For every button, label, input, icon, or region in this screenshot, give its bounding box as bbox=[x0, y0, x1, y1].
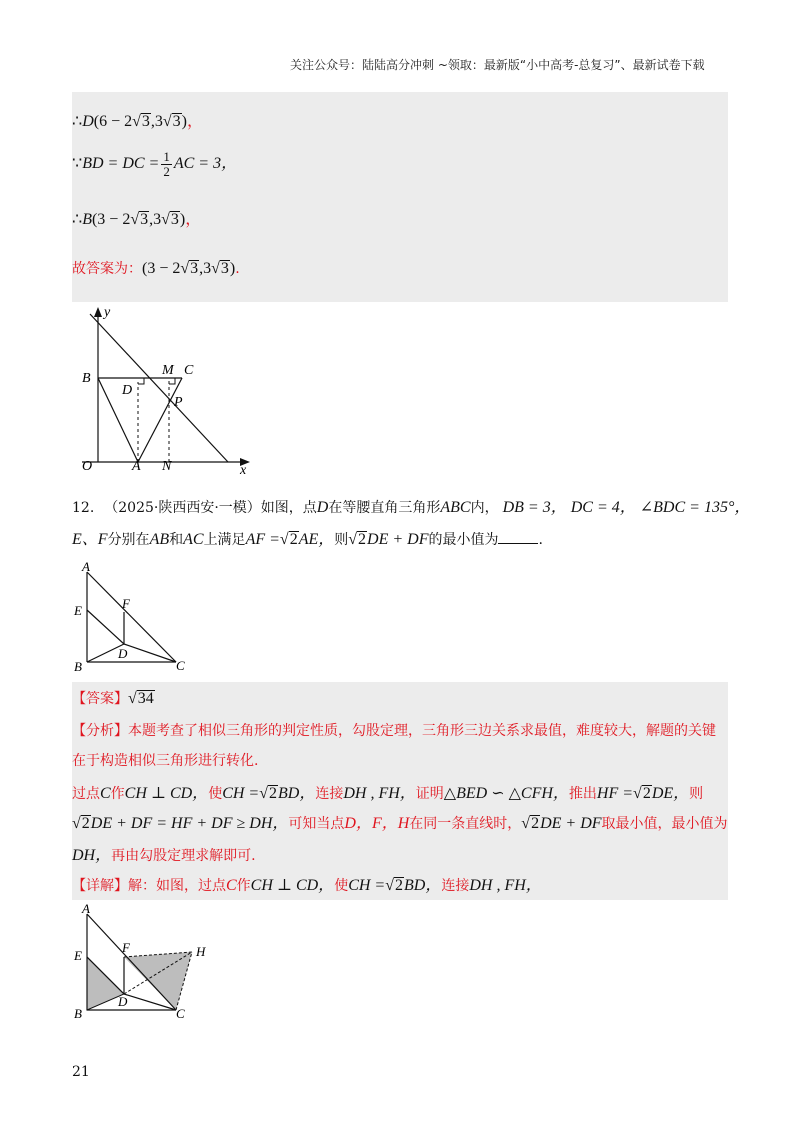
shaded-triangle-cfh bbox=[124, 952, 192, 1010]
analysis-line-4 bbox=[72, 810, 728, 833]
label-c: C bbox=[176, 658, 185, 673]
math-expr: D，F，H bbox=[344, 815, 410, 832]
analysis-line-5 bbox=[72, 842, 256, 865]
sqrt-symbol: √ bbox=[180, 260, 190, 277]
answer-blank bbox=[498, 531, 538, 544]
punct: ， bbox=[187, 113, 204, 130]
math-expr: CH ⊥ CD， bbox=[124, 785, 209, 802]
question-text: 在等腰直角三角形 bbox=[328, 500, 441, 516]
question-text: 则 bbox=[334, 532, 349, 548]
label-b: B bbox=[82, 371, 91, 386]
solution-line-3 bbox=[72, 206, 201, 229]
question-source: （2025·陕西西安·一模） bbox=[104, 500, 261, 516]
sqrt-radicand: 2 bbox=[358, 531, 367, 548]
sqrt-symbol: √ bbox=[161, 211, 170, 228]
analysis-text: 证明 bbox=[415, 786, 444, 802]
label-f: F bbox=[122, 940, 130, 955]
triangle-label: ABC bbox=[440, 499, 471, 516]
question-text: 如图，点 bbox=[260, 500, 317, 516]
fraction-denominator: 2 bbox=[163, 164, 170, 179]
analysis-text: 再由勾股定理求解即可. bbox=[111, 848, 256, 864]
math-expr: BD， bbox=[278, 785, 316, 802]
label-f: F bbox=[122, 596, 130, 611]
analysis-text: 取最小值，最小值为 bbox=[601, 816, 728, 832]
label-x: x bbox=[240, 463, 247, 478]
math-expr: DH , FH， bbox=[469, 877, 542, 894]
sqrt-radicand: 2 bbox=[81, 815, 90, 832]
page-header: 关注公众号：陆陆高分冲刺 ~领取：最新版“小中高考-总复习”、最新试卷下载 bbox=[290, 58, 705, 72]
figure-triangle-svg bbox=[72, 560, 192, 675]
sqrt-symbol: √ bbox=[348, 531, 358, 548]
condition-ae: AE， bbox=[298, 531, 335, 548]
point-label: C bbox=[226, 877, 237, 894]
label-y: y bbox=[104, 305, 111, 320]
segment-ab: AB bbox=[149, 531, 170, 548]
figure-coordinate bbox=[72, 302, 252, 480]
detail-text: 使 bbox=[334, 878, 349, 894]
label-o: O bbox=[82, 459, 93, 474]
analysis-text: 可知当点 bbox=[288, 816, 345, 832]
sqrt-symbol: √ bbox=[132, 113, 141, 130]
right-angle-d bbox=[138, 378, 144, 384]
point-label: C bbox=[100, 785, 111, 802]
label-d: D bbox=[118, 646, 128, 661]
answer-value bbox=[128, 690, 155, 707]
detail-tag: 【详解】 bbox=[72, 878, 128, 894]
question-12-line-1 bbox=[72, 494, 750, 517]
label-a: A bbox=[82, 902, 90, 916]
answer-line bbox=[72, 688, 155, 708]
segment-dc bbox=[124, 644, 176, 662]
analysis-text: 过点 bbox=[72, 786, 100, 802]
sqrt-symbol: √ bbox=[385, 877, 394, 894]
expr: BD = DC = bbox=[82, 155, 160, 173]
condition-af: AF = bbox=[245, 531, 280, 548]
sqrt-radicand: 2 bbox=[269, 785, 277, 802]
question-text: 和 bbox=[169, 532, 184, 548]
right-angle-m bbox=[169, 378, 175, 384]
sqrt-radicand: 3 bbox=[190, 260, 199, 277]
math-expr: BD， bbox=[404, 877, 442, 894]
sqrt-radicand: 3 bbox=[170, 211, 179, 228]
segment-ac: AC bbox=[183, 531, 204, 548]
analysis-text: 本题考查了相似三角形的判定性质，勾股定理，三角形三边关系求最值，难度较大，解题的关键 bbox=[128, 723, 716, 739]
label-e: E bbox=[74, 948, 82, 963]
label-e: E bbox=[74, 603, 82, 618]
math-expr: HF = bbox=[596, 785, 634, 802]
condition-angle: ∠BDC = 135°， bbox=[639, 499, 751, 516]
expr: AC = 3， bbox=[173, 155, 238, 173]
question-text: 内， bbox=[470, 500, 499, 516]
solution-answer-line bbox=[72, 258, 240, 278]
analysis-text: 在同一条直线时， bbox=[409, 816, 522, 832]
coord-part: ,3 bbox=[150, 113, 163, 130]
label-h: H bbox=[196, 944, 206, 959]
math-expr: CH = bbox=[222, 785, 260, 802]
analysis-text: 则 bbox=[689, 786, 704, 802]
sqrt-symbol: √ bbox=[521, 815, 531, 832]
figure-construction bbox=[72, 902, 212, 1020]
question-text: 分别在 bbox=[107, 532, 150, 548]
sqrt-radicand: 2 bbox=[642, 785, 651, 802]
answer-tag: 【答案】 bbox=[72, 691, 128, 707]
answer-label: 故答案为： bbox=[72, 261, 142, 277]
detail-text: 解：如图，过点 bbox=[128, 878, 226, 894]
target-expression: DE + DF bbox=[367, 531, 429, 548]
label-b: B bbox=[74, 1006, 82, 1020]
side-ac bbox=[87, 572, 176, 662]
point-label: D bbox=[82, 113, 94, 130]
segment-ed bbox=[87, 610, 124, 644]
sqrt-radicand: 2 bbox=[531, 815, 540, 832]
detail-line-1 bbox=[72, 872, 542, 895]
page-number: 21 bbox=[72, 1064, 90, 1080]
question-text: . bbox=[538, 532, 543, 548]
coord-part: 3 − 2 bbox=[97, 211, 131, 228]
label-d: D bbox=[118, 994, 128, 1009]
paren-close: ) bbox=[181, 113, 187, 130]
question-text: 的最小值为 bbox=[428, 532, 499, 548]
analysis-text: 作 bbox=[110, 786, 125, 802]
solution-line-1 bbox=[72, 108, 203, 131]
paren-close: ) bbox=[229, 260, 236, 277]
analysis-text: 使 bbox=[208, 786, 223, 802]
analysis-text: 连接 bbox=[315, 786, 344, 802]
sqrt-radicand: 3 bbox=[141, 113, 150, 130]
sqrt-radicand: 3 bbox=[172, 113, 181, 130]
label-c: C bbox=[176, 1006, 185, 1020]
paren-close: ) bbox=[179, 211, 186, 228]
math-expr: CH = bbox=[348, 877, 386, 894]
question-text: 上满足 bbox=[203, 532, 246, 548]
sqrt-radicand: 3 bbox=[220, 260, 229, 277]
detail-text: 连接 bbox=[441, 878, 470, 894]
figure-triangle bbox=[72, 560, 192, 675]
sqrt-symbol: √ bbox=[633, 785, 642, 802]
analysis-text: 推出 bbox=[568, 786, 597, 802]
point-label: D bbox=[316, 499, 329, 516]
figure-coordinate-svg bbox=[72, 302, 252, 480]
paren-open: ( bbox=[93, 113, 100, 130]
question-12-line-2 bbox=[72, 526, 543, 549]
detail-text: 作 bbox=[236, 878, 251, 894]
answer-expr bbox=[142, 260, 235, 277]
fraction-numerator: 1 bbox=[163, 149, 170, 164]
sqrt-radicand: 3 bbox=[140, 211, 149, 228]
analysis-text: 在于构造相似三角形进行转化. bbox=[72, 753, 259, 769]
coord-part: ,3 bbox=[149, 211, 162, 228]
math-expr: △BED ∽ △CFH， bbox=[443, 785, 569, 802]
label-c: C bbox=[184, 363, 194, 378]
label-b: B bbox=[74, 659, 82, 674]
sqrt-symbol: √ bbox=[211, 260, 220, 277]
because-symbol: ∵ bbox=[72, 155, 83, 173]
label-n: N bbox=[162, 459, 172, 474]
sqrt-symbol: √ bbox=[128, 690, 137, 707]
math-expr: DE， bbox=[651, 785, 690, 802]
therefore-symbol: ∴ bbox=[72, 113, 83, 130]
sqrt-symbol: √ bbox=[279, 531, 289, 548]
sqrt-radicand: 34 bbox=[137, 690, 154, 707]
sqrt-symbol: √ bbox=[162, 113, 172, 130]
question-number: 12. bbox=[72, 500, 95, 516]
math-expr: DE + DF bbox=[540, 815, 602, 832]
punct: ， bbox=[185, 211, 202, 228]
analysis-line-2 bbox=[72, 750, 258, 770]
condition-db: DB = 3， bbox=[502, 499, 567, 516]
solution-line-2 bbox=[72, 150, 237, 179]
paren-open: ( bbox=[142, 260, 148, 277]
condition-dc: DC = 4， bbox=[570, 499, 636, 516]
points-ef: E、F bbox=[72, 531, 108, 548]
segment-ca bbox=[138, 378, 182, 462]
sqrt-radicand: 2 bbox=[395, 877, 403, 894]
label-a: A bbox=[132, 459, 141, 474]
paren-open: ( bbox=[91, 211, 98, 228]
sqrt-symbol: √ bbox=[130, 211, 140, 228]
coord-part: 3 − 2 bbox=[147, 260, 181, 277]
math-expr: CH ⊥ CD， bbox=[250, 877, 335, 894]
analysis-line-1 bbox=[72, 720, 716, 740]
math-expr: DH， bbox=[72, 847, 112, 864]
math-expr: DE + DF = HF + DF ≥ DH， bbox=[90, 815, 289, 832]
coord-part: 6 − 2 bbox=[99, 113, 133, 130]
label-d: D bbox=[122, 383, 133, 398]
analysis-tag: 【分析】 bbox=[72, 723, 128, 739]
label-p: P bbox=[174, 395, 183, 410]
y-axis-arrow bbox=[94, 307, 102, 317]
analysis-line-3 bbox=[72, 780, 703, 803]
sqrt-radicand: 2 bbox=[289, 531, 298, 548]
point-label: B bbox=[82, 211, 92, 228]
math-expr: DH , FH， bbox=[343, 785, 416, 802]
sqrt-symbol: √ bbox=[72, 815, 81, 832]
coord-part: ,3 bbox=[199, 260, 212, 277]
label-m: M bbox=[162, 363, 174, 378]
therefore-symbol: ∴ bbox=[72, 211, 83, 228]
punct: . bbox=[235, 261, 240, 277]
line-l bbox=[90, 314, 228, 462]
sqrt-symbol: √ bbox=[259, 785, 268, 802]
fraction bbox=[161, 150, 172, 179]
label-a: A bbox=[82, 560, 90, 574]
figure-construction-svg bbox=[72, 902, 212, 1020]
